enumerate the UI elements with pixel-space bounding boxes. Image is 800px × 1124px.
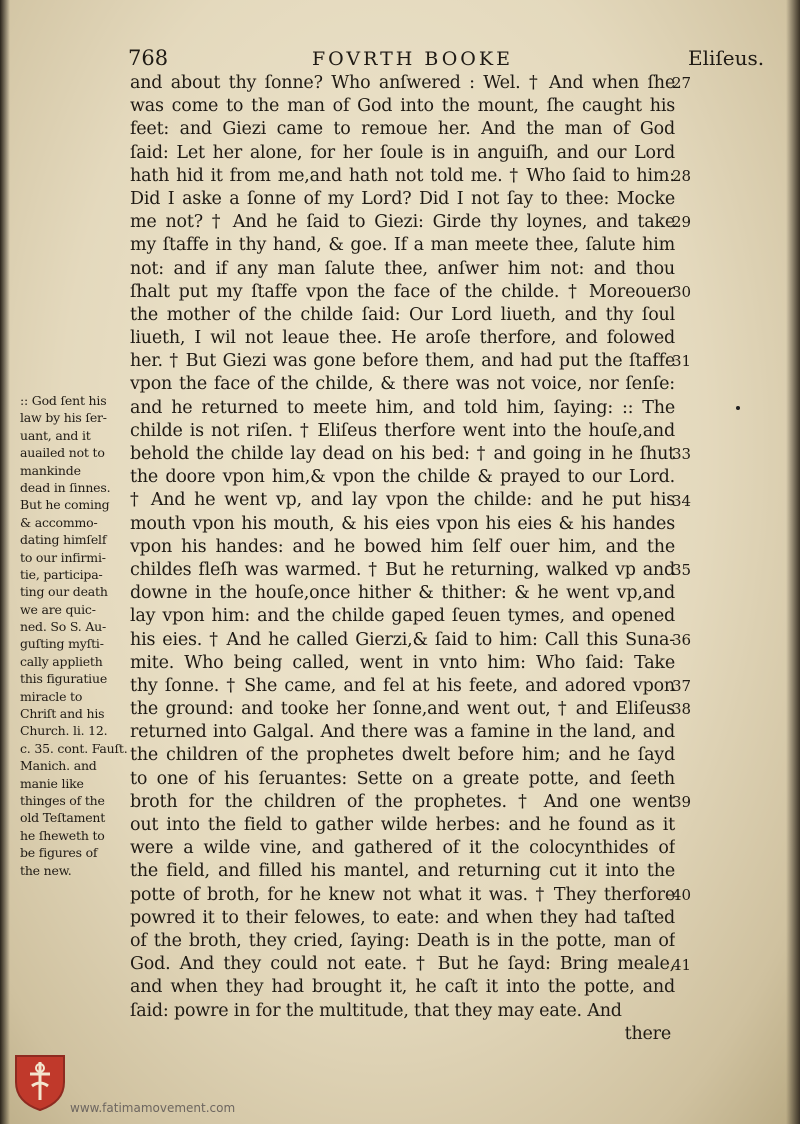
margin-note-line: uant, and it: [20, 427, 91, 443]
text-line: his eies. † And he called Gierzi,& ſaid to him: Call this Suna-: [130, 629, 675, 650]
text-line: ſaid: powre in for the multitude, that they may eate. And: [130, 1000, 622, 1021]
text-line: the children of the prophetes dwelt before him; and he ſayd: [130, 745, 675, 766]
marginal-annotation: [20, 392, 132, 879]
text-line: thy ſonne. † She came, and fel at his feete, and adored vpon: [130, 675, 675, 696]
ink-speck: [736, 406, 740, 410]
verse-number: 27: [672, 74, 692, 92]
fatima-movement-shield-icon: [12, 1052, 68, 1112]
text-line: God. And they could not eate. † But he ſayd: Bring meale,: [130, 954, 675, 975]
text-line: potte of broth, for he knew not what it was. † They therfore: [130, 884, 675, 905]
text-line: vpon his handes: and he bowed him ſelf ouer him, and the: [130, 536, 675, 557]
text-line: her. † But Giezi was gone before them, and had put the ſtaffe: [130, 351, 675, 372]
text-line: feet: and Giezi came to remoue her. And the man of God: [130, 119, 675, 140]
text-line: me not? † And he ſaid to Giezi: Girde thy loynes, and take: [130, 212, 675, 233]
verse-number: 35: [672, 561, 692, 580]
margin-note-line: we are quic-: [20, 601, 96, 617]
text-line: liueth, I wil not leaue thee. He aroſe therfore, and folowed: [130, 328, 675, 349]
verse-number: 33: [672, 445, 692, 464]
text-line: ſhalt put my ſtaffe vpon the face of the childe. † Moreouer: [130, 281, 675, 302]
margin-note-line: law by his ſer-: [20, 410, 107, 426]
margin-note-line: ned. So S. Au-: [20, 619, 107, 635]
text-line: and when they had brought it, he caſt it into the potte, and: [130, 977, 675, 998]
margin-note-line: old Teſtament: [20, 810, 106, 826]
verse-number: 41: [672, 955, 692, 974]
verse-number: 28: [672, 166, 692, 185]
page-shadow-left: [0, 0, 10, 1124]
book-name: Eliſeus.: [688, 46, 765, 70]
margin-note-line: Manich. and: [20, 758, 97, 774]
margin-note-line: Chriſt and his: [20, 706, 105, 722]
text-line: † And he went vp, and lay vpon the childe: and he put his: [130, 490, 675, 511]
margin-note-line: ting our death: [20, 584, 108, 600]
verse-number: 30: [672, 282, 692, 301]
text-line: Did I aske a ſonne of my Lord? Did I not ſay to thee: Mocke: [130, 188, 675, 209]
text-line: mouth vpon his mouth, & his eies vpon his eies & his handes: [130, 513, 675, 534]
catchword: there: [624, 1023, 671, 1044]
text-line: mite. Who being called, went in vnto him: Who ſaid: Take: [130, 652, 675, 673]
margin-note-line: to our infirmi-: [20, 549, 106, 565]
verse-number: 34: [672, 491, 692, 510]
margin-note-line: miracle to: [20, 688, 83, 704]
margin-note-line: be figures of: [20, 845, 98, 861]
verse-number: 38: [672, 700, 692, 719]
text-line: the mother of the childe ſaid: Our Lord liueth, and thy ſoul: [130, 304, 675, 325]
text-line: not: and if any man ſalute thee, anſwer him not: and thou: [130, 258, 675, 279]
text-line: broth for the children of the prophetes. † And one went: [130, 791, 675, 812]
running-title: FOVRTH BOOKE: [312, 48, 513, 70]
margin-note-line: mankinde: [20, 462, 81, 478]
text-line: hath hid it from me,and hath not told me. † Who ſaid to him:: [130, 165, 675, 186]
verse-number: 29: [672, 213, 692, 232]
margin-note-line: :: God ſent his: [20, 393, 107, 408]
margin-note-line: dating himſelf: [20, 532, 107, 548]
text-line: and about thy ſonne? Who anſwered : Wel. † And when ſhe: [130, 73, 675, 93]
text-line: the ground: and tooke her ſonne,and went out, † and Eliſeus: [130, 699, 675, 720]
margin-note-line: dead in ſinnes.: [20, 479, 111, 495]
text-line: was come to the man of God into the mount, ſhe caught his: [130, 96, 675, 117]
margin-note-line: tie, participa-: [20, 566, 103, 582]
margin-note-line: Church. li. 12.: [20, 723, 108, 739]
text-line: powred it to their felowes, to eate: and when they had taſted: [130, 907, 675, 928]
text-line: the doore vpon him,& vpon the childe & prayed to our Lord.: [130, 467, 675, 488]
text-line: to one of his ſeruantes: Sette on a greate potte, and ſeeth: [130, 768, 675, 789]
text-line: childes fleſh was warmed. † But he returning, walked vp and: [130, 559, 675, 580]
text-line: returned into Galgal. And there was a famine in the land, and: [130, 722, 675, 743]
text-line: childe is not riſen. † Eliſeus therfore went into the houſe,and: [130, 420, 675, 441]
margin-note-line: auailed not to: [20, 445, 105, 461]
page-number: 768: [128, 46, 169, 70]
verse-number: 36: [672, 630, 692, 649]
margin-note-line: c. 35. cont. Fauſt.: [20, 740, 128, 756]
verse-number: 31: [672, 352, 692, 371]
text-line: behold the childe lay dead on his bed: † and going in he ſhut: [130, 444, 675, 464]
text-line: and he returned to meete him, and told him, ſaying: :: The: [130, 397, 675, 418]
text-line: out into the field to gather wilde herbes: and he found as it: [130, 815, 675, 835]
margin-note-line: he ſheweth to: [20, 827, 105, 843]
scripture-text: [130, 72, 675, 1046]
text-line: of the broth, they cried, ſaying: Death is in the potte, man of: [130, 930, 675, 951]
margin-note-line: & accommo-: [20, 514, 98, 530]
text-line: downe in the houſe,once hither & thither: & he went vp,and: [130, 583, 675, 604]
margin-note-line: cally applieth: [20, 653, 103, 669]
verse-number: 37: [672, 677, 692, 696]
margin-note-line: But he coming: [20, 497, 110, 513]
margin-note-line: guſting myſti-: [20, 636, 104, 652]
text-line: ſaid: Let her alone, for her ſoule is in anguiſh, and our Lord: [130, 142, 675, 163]
margin-note-line: thinges of the: [20, 792, 105, 808]
page-shadow-right: [786, 0, 800, 1124]
margin-note-line: this figuratiue: [20, 671, 108, 687]
text-line: my ſtaffe in thy hand, & goe. If a man meete thee, ſalute him: [130, 235, 675, 256]
footer-url[interactable]: www.fatimamovement.com: [70, 1101, 236, 1115]
text-line: were a wilde vine, and gathered of it the colocynthides of: [130, 838, 675, 859]
text-line: the field, and filled his mantel, and returning cut it into the: [130, 861, 675, 882]
text-line: vpon the face of the childe, & there was not voice, nor ſenſe:: [130, 374, 675, 395]
verse-number: 40: [672, 886, 692, 904]
text-line: lay vpon him: and the childe gaped ſeuen tymes, and opened: [130, 606, 675, 627]
verse-number: 39: [672, 793, 692, 812]
margin-note-line: the new.: [20, 862, 72, 878]
margin-note-line: manie like: [20, 775, 84, 791]
